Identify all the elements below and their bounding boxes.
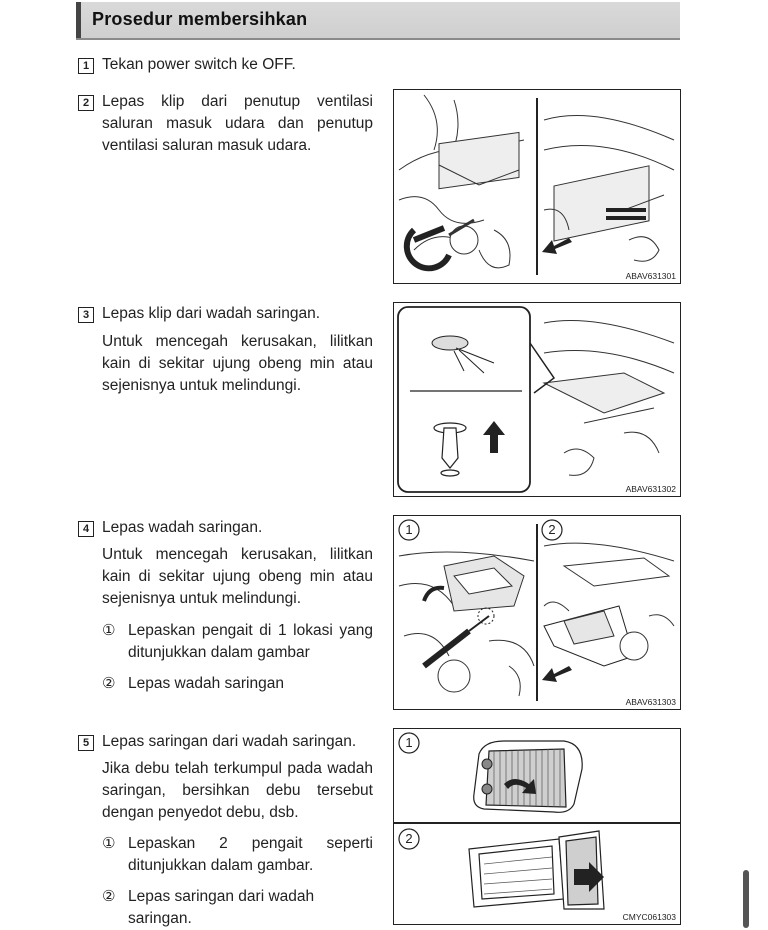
figure-step-4 — [393, 515, 681, 710]
step-4-sub-2-text: Lepas wadah saringan — [128, 675, 284, 692]
step-number-5: 5 — [78, 735, 94, 751]
step-number-1: 1 — [78, 58, 94, 74]
panel-number-2: 2 — [548, 522, 556, 537]
step-1-text: Tekan power switch ke OFF. — [102, 56, 296, 73]
filter-case-removal-illustration — [394, 516, 680, 709]
step-number-3: 3 — [78, 307, 94, 323]
figure-code: ABAV631302 — [625, 484, 676, 494]
step-5-sub-2-text: Lepas saringan dari wadah saringan. — [128, 888, 315, 927]
step-2-text: Lepas klip dari penutup ventilasi saluran masuk udara dan penutup ventilasi saluran masuk udara. — [102, 93, 373, 154]
figure-code: ABAV631303 — [625, 697, 676, 707]
step-3-text: Lepas klip dari wadah saringan. — [102, 305, 320, 322]
step-4-sub-2-mark: ② — [102, 675, 116, 692]
figure-code: CMYC061303 — [622, 912, 676, 922]
step-4-text: Lepas wadah saringan. — [102, 519, 263, 536]
panel-number-1: 1 — [405, 522, 413, 537]
step-5-sub-2-mark: ② — [102, 888, 116, 905]
figure-step-3 — [393, 302, 681, 497]
step-4-sub-1-mark: ① — [102, 622, 116, 639]
step-5-sub-1-mark: ① — [102, 835, 116, 852]
figure-code: ABAV631301 — [625, 271, 676, 281]
step-4-note: Untuk mencegah kerusakan, lilitkan kain di sekitar ujung obeng min atau sejenisnya untuk melindungi. — [102, 546, 373, 607]
clip-removal-illustration — [394, 303, 680, 496]
section-header — [76, 2, 680, 40]
header-accent-bar — [76, 2, 81, 38]
filter-removal-illustration — [394, 729, 680, 924]
step-number-4: 4 — [78, 521, 94, 537]
step-number-2: 2 — [78, 95, 94, 111]
vent-cover-illustration — [394, 90, 680, 283]
page-title: Prosedur membersihkan — [92, 9, 308, 29]
figure-step-2 — [393, 89, 681, 284]
step-5-note: Jika debu telah terkumpul pada wadah saringan, bersihkan debu tersebut dengan penyedot debu, dsb. — [102, 760, 373, 821]
panel-number-1: 1 — [405, 735, 413, 750]
figure-step-5 — [393, 728, 681, 925]
step-5-sub-1-text: Lepaskan 2 pengait seperti ditunjukkan dalam gambar. — [128, 835, 373, 874]
step-5-text: Lepas saringan dari wadah saringan. — [102, 733, 357, 750]
step-4-sub-1-text: Lepaskan pengait di 1 lokasi yang ditunjukkan dalam gambar — [128, 622, 373, 661]
panel-number-2: 2 — [405, 831, 413, 846]
step-3-note: Untuk mencegah kerusakan, lilitkan kain di sekitar ujung obeng min atau sejenisnya untuk melindungi. — [102, 333, 373, 394]
vertical-scrollbar[interactable] — [743, 870, 749, 928]
